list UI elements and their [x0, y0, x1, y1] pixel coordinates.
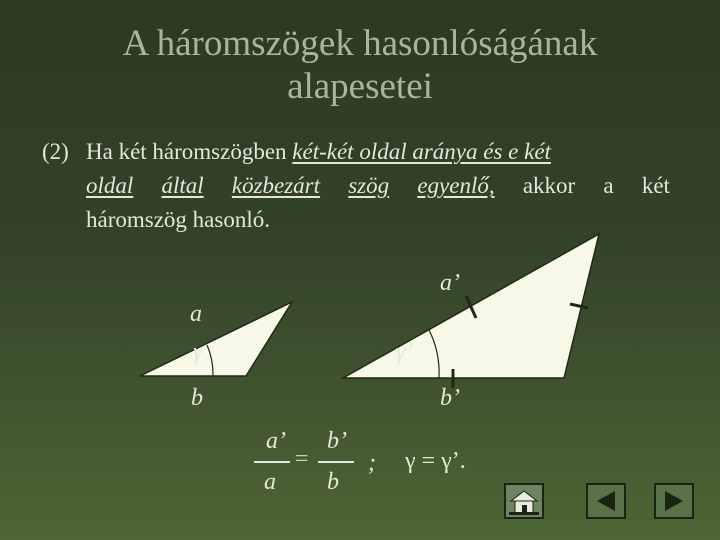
text-underlined: két-két oldal aránya és e két: [292, 139, 551, 164]
home-icon: [506, 485, 542, 517]
label-small-a: a: [190, 301, 202, 327]
word-kozbezart: közbezárt: [231, 173, 321, 198]
word-oldal: oldal: [86, 173, 134, 198]
label-large-b: b’: [440, 385, 460, 411]
angle-equality: γ = γ’.: [405, 448, 466, 474]
label-large-gamma: γ’: [396, 339, 414, 365]
frac-numerator-right: b’: [327, 428, 347, 454]
fraction-bar-right: [318, 461, 354, 463]
item-number: (2): [42, 139, 69, 164]
text-line-3: háromszög hasonló.: [86, 207, 270, 232]
equals-sign: =: [295, 446, 309, 472]
separator: ;: [368, 450, 376, 476]
label-small-gamma: γ: [193, 339, 203, 365]
fraction-bar-left: [254, 461, 290, 463]
small-triangle: [140, 302, 292, 376]
word-akkor: akkor: [522, 173, 576, 198]
word-egyenlo: egyenlő,: [417, 173, 495, 198]
home-button[interactable]: [504, 483, 544, 519]
word-altal: által: [161, 173, 204, 198]
label-small-b: b: [191, 385, 203, 411]
word-ket: két: [641, 173, 670, 198]
frac-denominator-left: a: [264, 469, 276, 495]
frac-numerator-left: a’: [266, 428, 286, 454]
previous-button[interactable]: [586, 483, 626, 519]
label-large-a: a’: [440, 270, 460, 296]
title-line-1: A háromszögek hasonlóságának: [122, 23, 598, 64]
title-line-2: alapesetei: [287, 66, 433, 107]
frac-denominator-right: b: [327, 469, 339, 495]
next-button[interactable]: [654, 483, 694, 519]
text-plain: Ha két háromszögben: [86, 139, 287, 164]
triangle-left-icon: [588, 485, 624, 517]
word-szog: szög: [348, 173, 390, 198]
triangle-right-icon: [656, 485, 692, 517]
word-a: a: [603, 173, 614, 198]
